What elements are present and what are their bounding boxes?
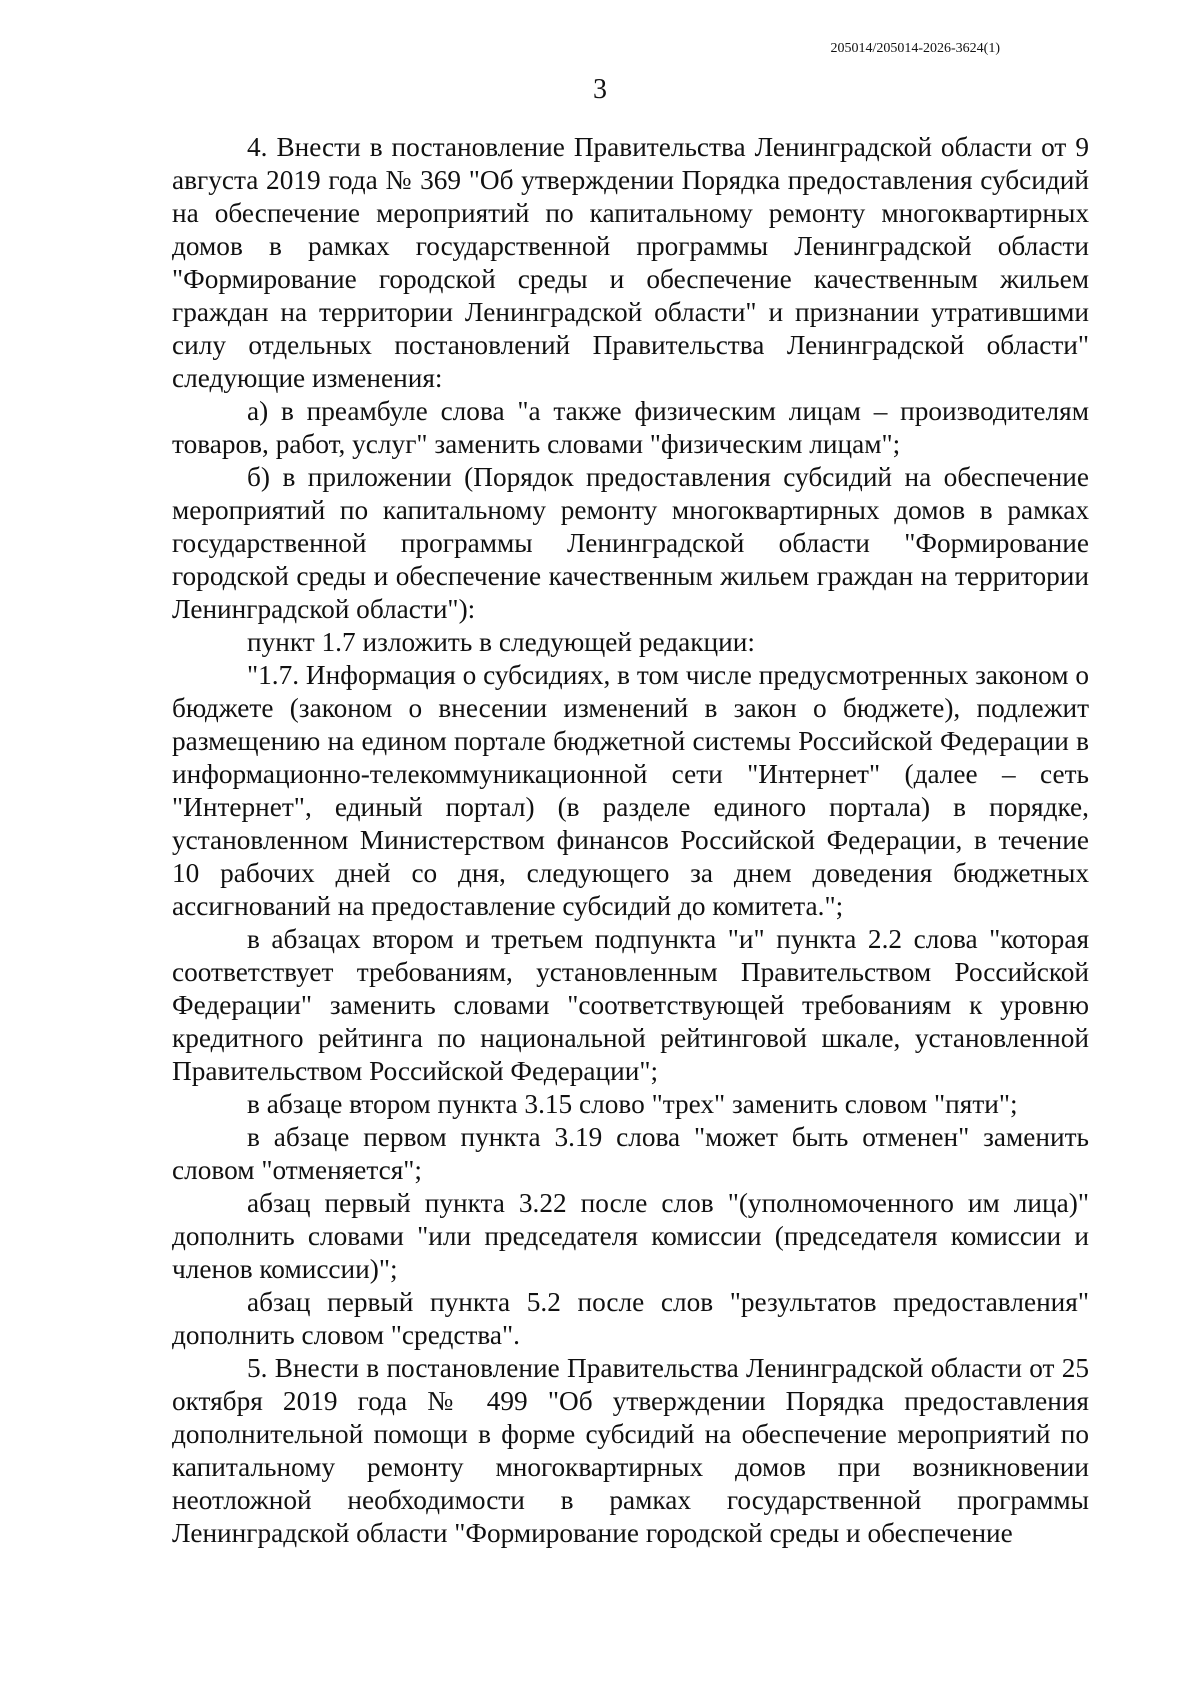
paragraph-clause-1-7-text: "1.7. Информация о субсидиях, в том числе предусмотренных законом о бюджете (законом о внесении изменений в закон о бюджете), подлежит размещению на едином портале бюджетной системы Российской Федерации в информационно-телекоммуникационной сети "Интернет" (далее – сеть "Интернет", единый портал) (в разделе единого портала) в порядке, установленном Министерством финансов Российской Федерации, в течение 10 рабочих дней со дня, следующего за днем доведения бюджетных ассигнований на предоставление субсидий до комитета."; [172,660,1089,921]
paragraph-item-4: 4. Внести в постановление Правительства Ленинградской области от 9 августа 2019 года № 369 "Об утверждении Порядка предоставления субсидий на обеспечение мероприятий по капитальному ремонту многоквартирных домов в рамках государственной программы Ленинградской области "Формирование городской среды и обеспечение качественным жильем граждан на территории Ленинградской области" и признании утратившими силу отдельных постановлений Правительства Ленинградской области" следующие изменения: [172,132,1089,393]
page-number: 3 [593,74,607,105]
document-body [172,131,1089,1550]
paragraph-subitem-a: а) в преамбуле слова "а также физическим лицам – производителям товаров, работ, услуг" заменить словами "физическим лицам"; [172,396,1089,459]
paragraph-clause-2-2: в абзацах втором и третьем подпункта "и" пункта 2.2 слова "которая соответствует требованиям, установленным Правительством Российской Федерации" заменить словами "соответствующей требованиям к уровню кредитного рейтинга по национальной рейтинговой шкале, установленной Правительством Российской Федерации"; [172,924,1089,1086]
document-id: 205014/205014-2026-3624(1) [830,41,1000,56]
paragraph-clause-3-22: абзац первый пункта 3.22 после слов "(уполномоченного им лица)" дополнить словами "или председателя комиссии (председателя комиссии и членов комиссии)"; [172,1188,1089,1284]
paragraph-clause-3-15: в абзаце втором пункта 3.15 слово "трех" заменить словом "пяти"; [247,1089,1018,1119]
paragraph-clause-3-19: в абзаце первом пункта 3.19 слова "может быть отменен" заменить словом "отменяется"; [172,1122,1089,1185]
paragraph-item-5: 5. Внести в постановление Правительства Ленинградской области от 25 октября 2019 года № 499 "Об утверждении Порядка предоставления дополнительной помощи в форме субсидий на обеспечение мероприятий по капитальному ремонту многоквартирных домов при возникновении неотложной необходимости в рамках государственной программы Ленинградской области "Формирование городской среды и обеспечение [172,1353,1089,1548]
paragraph-clause-1-7-intro: пункт 1.7 изложить в следующей редакции: [247,627,755,657]
paragraph-clause-5-2: абзац первый пункта 5.2 после слов "результатов предоставления" дополнить словом "средства". [172,1287,1089,1350]
paragraph-subitem-b: б) в приложении (Порядок предоставления субсидий на обеспечение мероприятий по капитальному ремонту многоквартирных домов в рамках государственной программы Ленинградской области "Формирование городской среды и обеспечение качественным жильем граждан на территории Ленинградской области"): [172,462,1089,624]
